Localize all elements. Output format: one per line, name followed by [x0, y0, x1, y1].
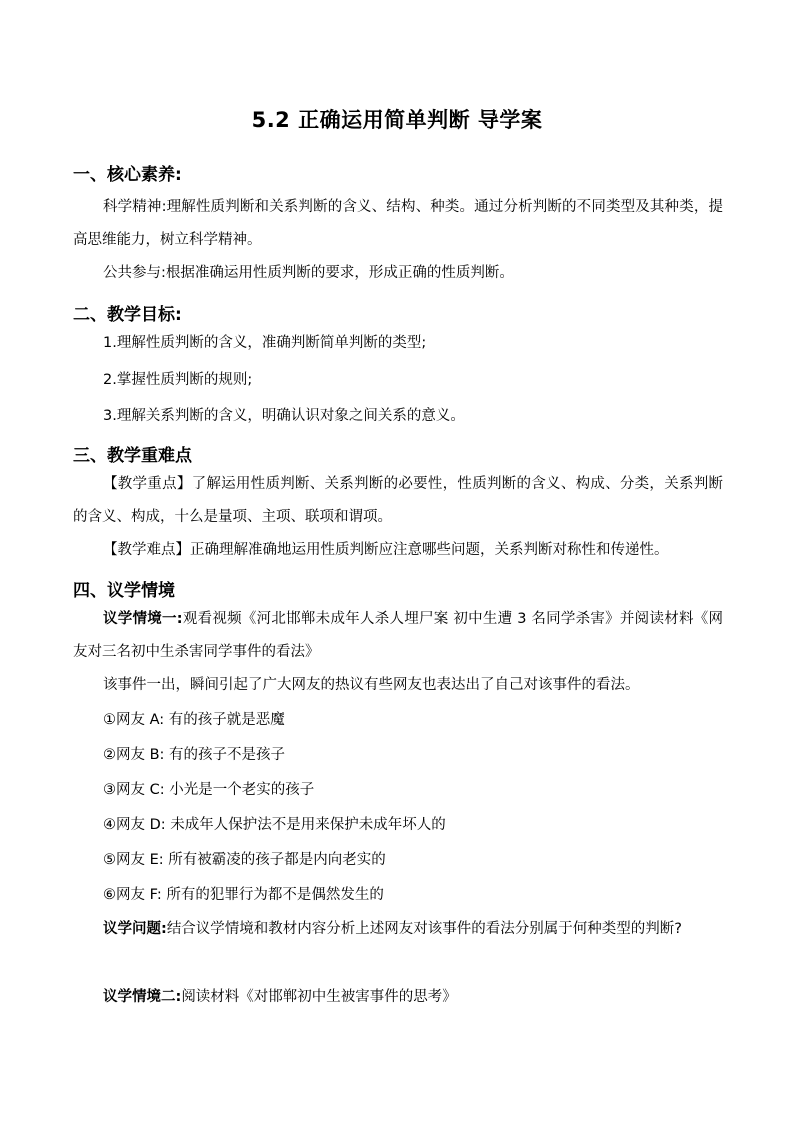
opinion-item: ⑤网友 E: 所有被霸凌的孩子都是内向老实的 [103, 852, 386, 868]
goal-item: 1.理解性质判断的含义，准确判断简单判断的类型; [103, 335, 427, 351]
section-heading-teaching-goals: 二、教学目标: [73, 305, 182, 325]
opinion-item: ⑥网友 F: 所有的犯罪行为都不是偶然发生的 [103, 887, 384, 903]
paragraph-scenario-one [73, 603, 723, 669]
paragraph-public-participation: 公共参与:根据准确运用性质判断的要求，形成正确的性质判断。 [103, 265, 514, 281]
opinion-item: ③网友 C: 小光是一个老实的孩子 [103, 782, 315, 798]
learning-question-label: 议学问题: [103, 921, 167, 937]
section-heading-learning-scenario: 四、议学情境 [73, 581, 175, 601]
paragraph-scientific-spirit: 科学精神:理解性质判断和关系判断的含义、结构、种类。通过分析判断的不同类型及其种类，提高思维能力，树立科学精神。 [73, 199, 723, 248]
paragraph-difficult-point [73, 534, 723, 567]
opinion-item: ①网友 A: 有的孩子就是恶魔 [103, 712, 285, 728]
goal-item: 2.掌握性质判断的规则; [103, 372, 253, 388]
paragraph-scenario-two [73, 981, 723, 1014]
difficult-point-label: 【教学难点】 [103, 542, 190, 558]
paragraph-key-point [73, 468, 723, 534]
goal-item: 3.理解关系判断的含义，明确认识对象之间关系的意义。 [103, 408, 465, 424]
scenario-two-text: 阅读材料《对邯郸初中生被害事件的思考》 [181, 989, 457, 1005]
difficult-point-text: 正确理解准确地运用性质判断应注意哪些问题，关系判断对称性和传递性。 [190, 542, 669, 558]
paragraph-event-intro: 该事件一出，瞬间引起了广大网友的热议有些网友也表达出了自己对该事件的看法。 [103, 677, 640, 693]
opinion-item: ④网友 D: 未成年人保护法不是用来保护未成年坏人的 [103, 817, 446, 833]
key-point-label: 【教学重点】 [103, 476, 192, 492]
section-heading-core-literacy: 一、核心素养: [73, 165, 182, 185]
scenario-one-text: 观看视频《河北邯郸未成年人杀人埋尸案 初中生遭 3 名同学杀害》并阅读材料《网友对三名初中生杀害同学事件的看法》 [73, 611, 723, 660]
scenario-one-label: 议学情境一: [103, 611, 183, 627]
opinion-item: ②网友 B: 有的孩子不是孩子 [103, 747, 286, 763]
learning-question-text: 结合议学情境和教材内容分析上述网友对该事件的看法分别属于何种类型的判断? [166, 921, 683, 937]
section-heading-key-difficult-points: 三、教学重难点 [73, 446, 192, 466]
document-title: 5.2 正确运用简单判断 导学案 [251, 108, 543, 132]
scenario-two-label: 议学情境二: [103, 989, 182, 1005]
key-point-text: 了解运用性质判断、关系判断的必要性，性质判断的含义、构成、分类，关系判断的含义、构成，十么是量项、主项、联项和谓项。 [73, 476, 723, 525]
paragraph-learning-question [73, 913, 723, 946]
